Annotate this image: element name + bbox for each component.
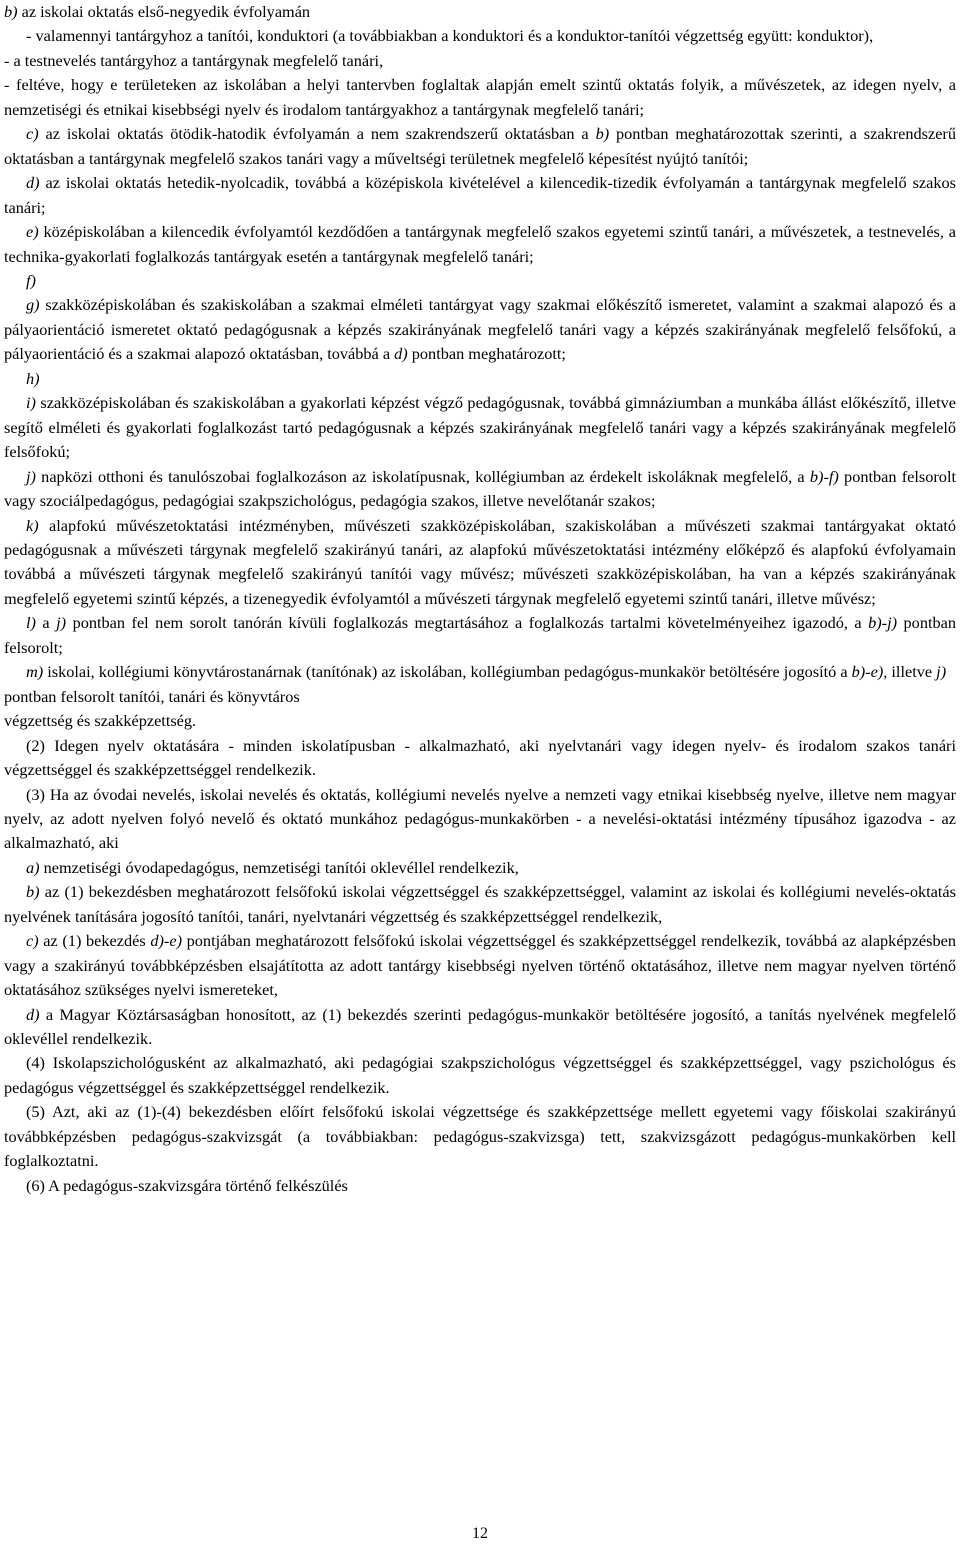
item-label: a): [26, 857, 40, 877]
paragraph-m: [4, 660, 956, 733]
paragraph-b-1: [4, 24, 956, 48]
paragraph-text: az (1) bekezdés: [38, 931, 151, 951]
item-label: f): [26, 270, 36, 290]
item-label: g): [26, 295, 40, 315]
paragraph-text: , illetve: [883, 662, 937, 682]
item-label: l): [26, 613, 36, 633]
paragraph-c: [4, 122, 956, 171]
paragraph-text: pontjában meghatározott felsőfokú iskolai végzettséggel és szakképzettséggel rendelkezik, továbbá az alapképzésben vagy a szakirányú továbbképzésben elsajátította az adott tantárgy kisebbségi nyelven történő oktatásához, illetve nem magyar nyelven történő oktatásához szükséges nyelvi ismereteket,: [4, 931, 956, 1000]
paragraph-text: az iskolai oktatás első-negyedik évfolyamán: [17, 2, 311, 21]
document-page: [4, 0, 956, 1198]
paragraph-d: [4, 171, 956, 220]
item-label: i): [26, 393, 36, 413]
paragraph-text: az (1) bekezdésben meghatározott felsőfokú iskolai végzettséggel és szakképzettséggel, valamint az iskolai és kollégiumi nevelés-oktatás nyelvének tanítására jogosító tanítói, tanári, nyelvtanári végzettség és szakképzettséggel rendelkezik,: [4, 882, 956, 926]
paragraph-3-b: [4, 880, 956, 929]
paragraph-text: a Magyar Köztársaságban honosított, az (1) bekezdés szerinti pedagógus-munkakör betöltésére jogosító, a tanítás nyelvének megfelelő oklevéllel rendelkezik.: [4, 1004, 956, 1049]
item-reference: b)-f): [809, 466, 839, 486]
paragraph-b-2: [4, 49, 956, 73]
item-label: e): [26, 222, 39, 242]
paragraph-l: [4, 611, 956, 660]
page-number: 12: [472, 1525, 488, 1542]
item-reference: b): [595, 124, 610, 144]
item-reference: d)-e): [150, 931, 182, 951]
paragraph-text: napközi otthoni és tanulószobai foglalkozáson az iskolatípusnak, kollégiumban az érdekelt iskoláknak megfelelő, a: [35, 466, 810, 486]
item-label: c): [26, 931, 39, 951]
item-label: b): [4, 2, 18, 21]
paragraph-text: (4) Iskolapszichológusként az alkalmazható, aki pedagógiai szakpszichológus végzettséggel és szakképzettséggel, vagy pszichológus és pedagógus végzettséggel és szakképzettséggel rendelkezik.: [4, 1053, 956, 1097]
paragraph-text: - valamennyi tantárgyhoz a tanítói, konduktori (a továbbiakban a konduktori és a konduktor-tanítói végzettség együtt: konduktor),: [26, 26, 874, 46]
paragraph-text: iskolai, kollégiumi könyvtárostanárnak (tanítónak) az iskolában, kollégiumban pedagógus-munkakör betöltésére jogosító a: [43, 662, 852, 682]
paragraph-text: szakközépiskolában és szakiskolában a szakmai elméleti tantárgyat vagy szakmai előkészítő ismeretet, valamint a szakmai alapozó és a pályaorientáció ismeretet oktató pedagógusnak a képzés szakirányának megfelelő tanári vagy a képzés szakirányának megfelelő felsőfokú, a pályaorientáció és a szakmai alapozó oktatásban, továbbá a: [4, 295, 956, 364]
paragraph-text: (6) A pedagógus-szakvizsgára történő felkészülés: [26, 1175, 348, 1195]
item-reference: b)-e): [851, 662, 884, 682]
paragraph-text: - a testnevelés tantárgyhoz a tantárgynak megfelelő tanári,: [4, 50, 384, 70]
paragraph-text: az iskolai oktatás hetedik-nyolcadik, továbbá a középiskola kivételével a kilencedik-tizedik évfolyamán a tantárgynak megfelelő szakos tanári;: [4, 173, 956, 217]
paragraph-2: [4, 734, 956, 783]
item-reference: b)-j): [868, 613, 898, 633]
paragraph-g: [4, 293, 956, 366]
paragraph-3-a: [4, 856, 956, 880]
paragraph-text: (2) Idegen nyelv oktatására - minden iskolatípusban - alkalmazható, aki nyelvtanári vagy idegen nyelv- és irodalom szakos tanári végzettséggel és szakképzettséggel rendelkezik.: [4, 735, 956, 780]
item-label: b): [26, 882, 40, 902]
paragraph-j: [4, 465, 956, 514]
paragraph-3-d: [4, 1003, 956, 1052]
paragraph-text: pontban meghatározottak szerinti, a szakrendszerű oktatásban a tantárgynak megfelelő szakos tanári vagy a műveltségi területnek megfelelő képesítést nyújtó tanítói;: [4, 124, 956, 168]
item-label: h): [26, 368, 40, 388]
paragraph-text: (3) Ha az óvodai nevelés, iskolai nevelés és oktatás, kollégiumi nevelés nyelve a nemzeti vagy etnikai kisebbség nyelve, illetve nem magyar nyelv, az adott nyelven folyó nevelő és oktató munkához pedagógus-munkakörben - a nevelési-oktatási intézmény típusához igazodva - az alkalmazható, aki: [4, 784, 956, 853]
paragraph-text: pontban meghatározott;: [407, 344, 566, 364]
paragraph-6: [4, 1174, 956, 1198]
paragraph-text: pontban fel nem sorolt tanórán kívüli foglalkozás megtartásához a foglalkozás tartalmi követelményeihez igazodó, a: [66, 613, 869, 633]
paragraph-text: pontban felsorolt;: [4, 613, 956, 657]
paragraph-text: szakközépiskolában és szakiskolában a gyakorlati képzést végző pedagógusnak, továbbá gimnáziumban a munkába állást előkészítő, illetve segítő elméleti és gyakorlati foglalkozást tartó pedagógusnak a képzés szakirányának megfelelő tanári vagy a képzés szakirányának megfelelő felsőfokú;: [4, 393, 956, 462]
item-label: d): [26, 173, 40, 193]
paragraph-text: pontban felsorolt vagy szociálpedagógus, pedagógiai szakpszichológus, pedagógia szakos, illetve nevelőtanár szakos;: [4, 466, 956, 511]
paragraph-k: [4, 514, 956, 612]
item-reference: j): [936, 662, 947, 682]
paragraph-f: [4, 269, 956, 293]
item-label: d): [26, 1004, 40, 1024]
paragraph-text: az iskolai oktatás ötödik-hatodik évfolyamán a nem szakrendszerű oktatásban a: [38, 124, 596, 144]
paragraph-text: (5) Azt, aki az (1)-(4) bekezdésben előírt felsőfokú iskolai végzettsége és szakképzettsége mellett egyetemi vagy főiskolai szakirányú továbbképzésben pedagógus-szakvizsgát (a továbbiakban: pedagógus-szakvizsga) tett, szakvizsgázott pedagógus-munkakörben kell foglalkoztatni.: [4, 1102, 956, 1171]
item-label: j): [26, 466, 36, 486]
paragraph-text: - feltéve, hogy e területeken az iskolában a helyi tantervben foglaltak alapján emelt szintű oktatás folyik, a művészetek, az idegen nyelv, a nemzetiségi és etnikai kisebbségi nyelv és irodalom tantárgyakhoz a tantárgynak megfelelő tanári;: [4, 75, 956, 119]
paragraph-text: a: [35, 613, 57, 633]
paragraph-5: [4, 1100, 956, 1173]
paragraph-3: [4, 783, 956, 856]
paragraph-4: [4, 1051, 956, 1100]
paragraph-i: [4, 391, 956, 464]
paragraph-3-c: [4, 929, 956, 1002]
paragraph-text: pontban felsorolt tanítói, tanári és könyvtáros: [4, 686, 300, 706]
item-reference: d): [394, 344, 408, 364]
paragraph-text: alapfokú művészetoktatási intézményben, művészeti szakközépiskolában, szakiskolában a művészeti szakmai tantárgyakat oktató pedagógusnak a művészeti tárgynak megfelelő szakirányú tanári, az alapfokú művészetoktatási intézmény előképző és alapfokú évfolyamain továbbá a művészeti tárgynak megfelelő szakirányú tanítói vagy művész; művészeti szakközépiskolában, ha van a képzés szakirányának megfelelő egyetemi szintű képzés, a tizenegyedik évfolyamtól a művészeti tárgynak megfelelő egyetemi szintű tanári, illetve művész;: [4, 515, 956, 608]
item-label: c): [26, 124, 39, 144]
paragraph-text: középiskolában a kilencedik évfolyamtól kezdődően a tantárgynak megfelelő szakos egyetemi szintű tanári, a művészetek, a testnevelés, a technika-gyakorlati foglalkozás tantárgyak esetén a tantárgynak megfelelő tanári;: [4, 222, 956, 266]
paragraph-h: [4, 367, 956, 391]
item-reference: j): [56, 613, 67, 633]
item-label: m): [26, 662, 44, 682]
paragraph-text: végzettség és szakképzettség.: [4, 711, 197, 731]
paragraph-text: nemzetiségi óvodapedagógus, nemzetiségi tanítói oklevéllel rendelkezik,: [39, 857, 519, 877]
paragraph-b-3: [4, 73, 956, 122]
paragraph-e: [4, 220, 956, 269]
item-label: k): [26, 515, 39, 535]
paragraph-b: [4, 0, 956, 24]
